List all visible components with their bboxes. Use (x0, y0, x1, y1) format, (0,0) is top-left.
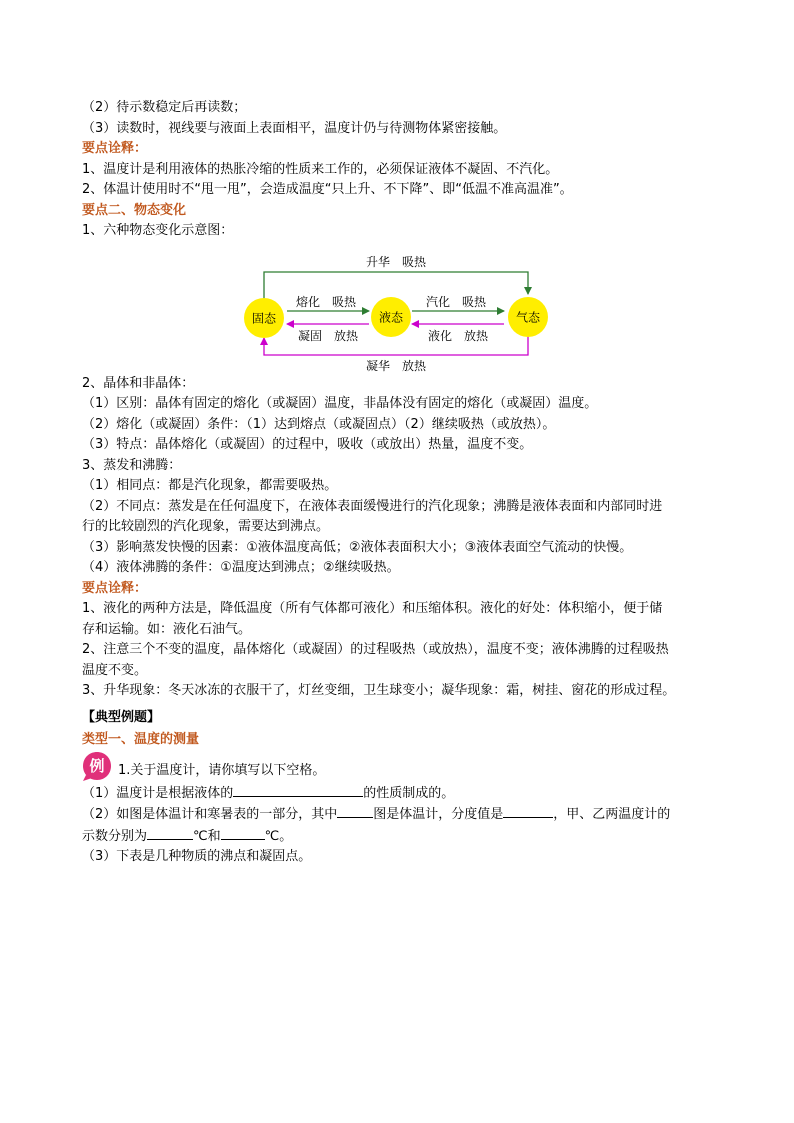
evap-item-4: （4）液体沸腾的条件：①温度达到沸点；②继续吸热。 (82, 560, 400, 575)
note2-item-3: 3、升华现象：冬天冰冻的衣服干了，灯丝变细，卫生球变小；凝华现象：霜，树挂、窗花的形成过程。 (82, 683, 676, 698)
note2-item-1a: 1、液化的两种方法是，降低温度（所有气体都可液化）和压缩体积。液化的好处：体积缩小，便于储 (82, 601, 663, 616)
crystal-item-1: （1）区别：晶体有固定的熔化（或凝固）温度，非晶体没有固定的熔化（或凝固）温度。 (82, 396, 598, 411)
crystal-item-2: （2）熔化（或凝固）条件：（1）达到熔点（或凝固点）（2）继续吸热（或放热）。 (82, 416, 556, 432)
svg-text:例: 例 (89, 756, 105, 775)
blank-1[interactable] (233, 783, 363, 797)
blank-2[interactable] (337, 804, 373, 818)
blank-4[interactable] (147, 826, 193, 840)
note1-item-1: 1、温度计是利用液体的热胀冷缩的性质来工作的，必须保证液体不凝固、不汽化。 (82, 161, 559, 177)
deposition-label: 凝华 放热 (365, 358, 427, 373)
q1-part-1: （1）温度计是根据液体的 的性质制成的。 (82, 783, 722, 805)
example-1-question: 1.关于温度计，请你填写以下空格。 (118, 762, 326, 778)
note-heading-2: 要点诠释： (82, 580, 148, 596)
crystal-item-3: （3）特点：晶体熔化（或凝固）的过程中，吸收（或放出）热量，温度不变。 (82, 437, 533, 452)
evap-item-2b: 行的比较剧烈的汽化现象，需要达到沸点。 (82, 519, 330, 534)
vaporization-label: 汽化 吸热 (425, 294, 487, 309)
evap-item-1: （1）相同点：都是汽化现象，都需要吸热。 (82, 478, 338, 493)
blank-3[interactable] (503, 804, 553, 818)
type-heading-1: 类型一、温度的测量 (82, 732, 200, 747)
state-change-diagram (82, 244, 722, 374)
q1-part-3: （3）下表是几种物质的沸点和凝固点。 (82, 849, 312, 864)
liquefaction-label: 液化 放热 (427, 328, 489, 343)
diagram-title: 1、六种物态变化示意图： (82, 223, 234, 238)
blank-5[interactable] (221, 826, 265, 840)
q1-part-2: （2）如图是体温计和寒暑表的一部分，其中 图是体温计，分度值是 ，甲、乙两温度计的 (82, 804, 722, 826)
liquid-label: 液态 (378, 310, 404, 324)
gas-label: 气态 (515, 310, 541, 324)
note2-item-2b: 温度不变。 (82, 662, 148, 678)
note1-item-2: 2、体温计使用时不“甩一甩”，会造成温度“只上升、不下降”、即“低温不准高温准”。 (82, 182, 573, 197)
document-page (82, 98, 722, 868)
freezing-label: 凝固 放热 (297, 328, 359, 343)
note-heading-1: 要点诠释： (82, 141, 148, 156)
note2-item-1b: 存和运输。如：液化石油气。 (82, 621, 252, 637)
solid-label: 固态 (251, 311, 277, 325)
state-change-svg (82, 244, 722, 374)
melting-label: 熔化 吸热 (295, 294, 357, 309)
evap-item-2a: （2）不同点：蒸发是在任何温度下，在液体表面缓慢进行的汽化现象；沸腾是液体表面和内部同时进 (82, 498, 663, 514)
crystal-heading: 2、晶体和非晶体： (82, 375, 195, 391)
measure-step-2: （2）待示数稳定后再读数； (82, 100, 247, 115)
example-badge-icon (82, 751, 112, 781)
measure-step-3: （3）读数时，视线要与液面上表面相平，温度计仍与待测物体紧密接触。 (82, 120, 507, 136)
section-heading-state-change: 要点二、物态变化 (82, 202, 187, 218)
evap-item-3: （3）影响蒸发快慢的因素：①液体温度高低；②液体表面积大小；③液体表面空气流动的快慢。 (82, 539, 633, 555)
note2-item-2a: 2、注意三个不变的温度，晶体熔化（或凝固）的过程吸热（或放热），温度不变；液体沸腾的过程吸热 (82, 642, 669, 657)
example-1-row (82, 751, 722, 783)
typical-examples-heading: 【典型例题】 (82, 709, 161, 725)
evap-heading: 3、蒸发和沸腾： (82, 457, 182, 473)
sublimation-label: 升华 吸热 (365, 254, 427, 269)
q1-part-2-cont: 示数分别为 ℃和 ℃。 (82, 826, 722, 848)
